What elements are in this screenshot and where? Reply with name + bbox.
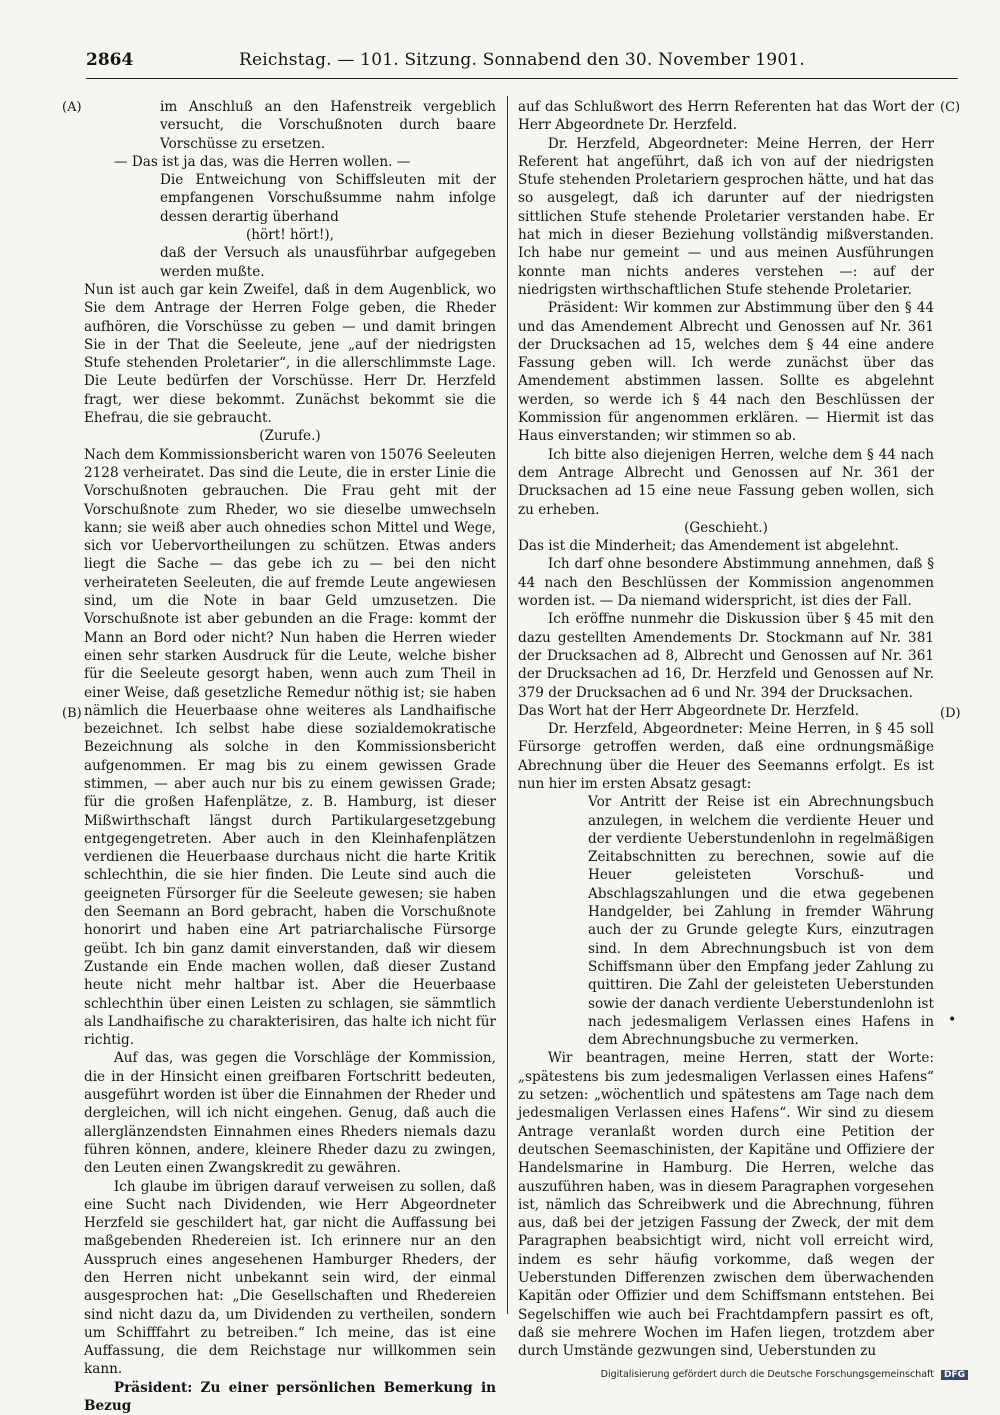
interjection: (hört! hört!), — [246, 227, 334, 244]
speaker-paragraph: Dr. Herzfeld, Abgeordneter: Meine Herren, der Herr Referent hat angeführt, daß ich von auf der niedrigsten Stufe stehenden Proletariern gesprochen hätte, und hat das so ausgelegt, daß ich darunter auf der niedrigsten sittlichen Stufe stehende Proletarier verstanden habe. Er hat mich in dieser Beziehung vollständig mißverstanden. Ich habe nur gemeint — und aus meinen Ausführungen konnte man nichts anderes verstehen —: auf der niedrigsten wirthschaftlichen Stufe stehende Proletarier. — [518, 135, 934, 298]
margin-mark-b: (B) — [62, 706, 82, 721]
running-head-title: Reichstag. — 101. Sitzung. Sonnabend den 30. November 1901. — [239, 50, 805, 70]
margin-mark-a: (A) — [62, 100, 82, 115]
paragraph: Ich eröffne nunmehr die Diskussion über § 45 mit den dazu gestellten Amendements Dr. Stockmann auf Nr. 381 der Drucksachen ad 8, Albrecht und Genossen auf Nr. 361 der Drucksachen ad 16, Dr. Herzfeld und Genossen auf Nr. 379 der Drucksachen ad 6 und Nr. 394 der Drucksachen. — [518, 611, 934, 701]
quote-paragraph: Die Entweichung von Schiffsleuten mit der empfangenen Vorschußsumme nahm infolge dessen derartig überhand — [160, 172, 496, 225]
footer — [601, 1369, 968, 1380]
paragraph: Auf das, was gegen die Vorschläge der Kommission, die in der Hinsicht einen greifbaren Fortschritt bedeuten, ausgeführt worden ist über die Einnahmen der Rheder und dergleichen, will ich nicht eingehen. Genug, daß auch die allerglänzendsten Einnahmen eines Rheders niemals dazu führen können, andere, kleinere Rheder dazu zu zwingen, den Leuten einen Zwangskredit zu gewähren. — [84, 1050, 496, 1177]
quote-paragraph: daß der Versuch als unausführbar aufgegeben werden mußte. — [160, 245, 496, 280]
paragraph: im Anschluß an den Hafenstreik vergeblich versucht, die Vorschußnoten durch baare Vorschüsse zu ersetzen. — [160, 99, 496, 152]
margin-bullet-mark: • — [948, 1012, 957, 1028]
quote-paragraph: Vor Antritt der Reise ist ein Abrechnungsbuch anzulegen, in welchem die verdiente Heuer und der verdiente Ueberstundenlohn in regelmäßigen Zeitabschnitten zu berechnen, sowie auf die Heuer geleisteten Vorschuß- und Abschlagszahlungen und die etwa gegebenen Handgelder, bei Zahlung in fremder Währung auch der zu Grunde gelegte Kurs, einzutragen sind. In dem Abrechnungsbuch ist von dem Schiffsmann über den Empfang jeder Zahlung zu quittiren. Die Zahl der geleisteten Ueberstunden sowie der danach verdiente Ueberstundenlohn ist nach jedesmaligem Verlassen eines Hafens in dem Abrechnungsbuche zu vermerken. — [588, 794, 934, 1049]
left-column — [84, 98, 496, 1415]
paragraph: Das Wort hat der Herr Abgeordnete Dr. Herzfeld. — [518, 702, 860, 719]
column-divider — [507, 96, 508, 1314]
margin-mark-c: (C) — [940, 100, 961, 115]
right-column — [518, 98, 934, 1360]
paragraph: Nach dem Kommissionsbericht waren von 15076 Seeleuten 2128 verheiratet. Das sind die Leute, die in erster Linie die Vorschußnoten gebrauchen. Die Frau geht mit der Vorschußnote zum Rheder, wo sie dieselbe umwechseln kann; sie weiß aber auch ohnedies schon Mittel und Wege, sich vor Uebervortheilungen zu schützen. Etwas anders liegt die Sache — das gebe ich zu — bei den nicht verheirateten Seeleuten, die auf fremde Leute angewiesen sind, um die Note in baar Geld umzusetzen. Die Vorschußnote ist aber gebunden an die Frage: kommt der Mann an Bord oder nicht? Nun haben die Herren wieder einen sehr starken Ausdruck für die Leute, welche bisher für die Seeleute gesorgt haben, wenn auch zum Theil in einer Weise, daß gesetzliche Remedur nöthig ist; sie haben nämlich die Heuerbaase ohne weiteres als Landhaifische bezeichnet. Ich selbst habe diese sozialdemokratische Bezeichnung als solche in den Kommissionsbericht aufgenommen. Er mag bis zu einem gewissen Grade stimmen, — aber auch nur bis zu einem gewissen Grade; für die großen Hafenplätze, z. B. Hamburg, ist dieser Mißwirthschaft längst durch Partikulargesetzgebung entgegengetreten. Aber auch in den Kleinhafenplätzen verdienen die Heuerbaase durchaus nicht die harte Kritik schlechthin, die sie hier finden. Die Leute sind auch die geeigneten Fürsorger für die Seeleute gewesen; sie haben den Seemann an Bord gebracht, haben die Vorschußnote honorirt und haben eine Art patriarchalische Fürsorge geübt. Ich bin ganz damit einverstanden, daß wir diesem Zustande ein Ende machen wollen, daß dieser Zustand heute nicht mehr haltbar ist. Aber die Heuerbaase schlechthin über einen Leisten zu schlagen, sie sämmtlich als Landhaifische zu charakterisiren, das halte ich nicht für richtig. — [84, 446, 496, 1049]
paragraph: Ich bitte also diejenigen Herren, welche dem § 44 nach dem Antrage Albrecht und Genossen auf Nr. 361 der Drucksachen ad 15 eine neue Fassung geben wollen, sich zu erheben. — [518, 446, 934, 518]
page-number: 2864 — [86, 50, 134, 70]
margin-mark-d: (D) — [940, 706, 961, 721]
paragraph: Ich darf ohne besondere Abstimmung annehmen, daß § 44 nach den Beschlüssen der Kommission angenommen worden ist. — Da niemand widerspricht, ist dies der Fall. — [518, 556, 934, 610]
speaker-paragraph: Präsident: Wir kommen zur Abstimmung über den § 44 und das Amendement Albrecht und Genossen auf Nr. 361 der Drucksachen ad 15, welches dem § 44 eine andere Fassung geben will. Ich werde zunächst über das Amendement abstimmen lassen. Sollte es abgelehnt werden, so werde ich § 44 nach den Beschlüssen der Kommission für angenommen erklären. — Hiermit ist das Haus einverstanden; wir stimmen so ab. — [518, 300, 934, 445]
running-header — [86, 50, 958, 79]
paragraph: Wir beantragen, meine Herren, statt der Worte: „spätestens bis zum jedesmaligen Verlassen eines Hafens“ zu setzen: „wöchentlich und spätestens am Tage nach dem jedesmaligen Verlassen eines Hafens“. Wir sind zu diesem Antrage veranlaßt worden durch eine Petition der deutschen Seemaschinisten, der Kapitäne und Offiziere der Handelsmarine in Hamburg. Die Herren, welche das auszuführen haben, was in diesem Paragraphen vorgesehen ist, nämlich das Schreibwerk und die Abrechnung, führen aus, daß bei der jetzigen Fassung der Zweck, der mit dem Paragraphen beabsichtigt wird, nicht voll erreicht wird, indem es sehr häufig vorkomme, daß wegen der Ueberstunden Differenzen zwischen dem überwachenden Kapitän oder Offizier und dem Schiffsmann entstehen. Bei Segelschiffen wie auch bei Frachtdampfern passirt es oft, daß sie mehrere Wochen im Hafen liegen, trotzdem aber durch Umstände gezwungen sind, Ueberstunden zu — [518, 1050, 934, 1360]
interjection: (Zurufe.) — [259, 428, 321, 445]
interjection: (Geschieht.) — [684, 519, 768, 536]
speaker-paragraph: Präsident: Zu einer persönlichen Bemerkung in Bezug — [84, 1379, 496, 1415]
paragraph: Ich glaube im übrigen darauf verweisen zu sollen, daß eine Sucht nach Dividenden, wie Herr Abgeordneter Herzfeld sie geschildert hat, gar nicht die Auffassung bei maßgebenden Rhedereien ist. Ich erinnere nur an den Ausspruch eines angesehenen Hamburger Rheders, der den Herren nicht unbekannt sein wird, der einmal ausgesprochen hat: „Die Gesellschaften und Rhedereien sind nicht dazu da, um Dividenden zu vertheilen, sondern um Schifffahrt zu betreiben.“ Ich meine, das ist eine Auffassung, die dem Reichstage nur willkommen sein kann. — [84, 1178, 496, 1378]
paragraph: — Das ist ja das, was die Herren wollen. — — [113, 153, 411, 170]
dfg-logo: DFG — [941, 1370, 968, 1380]
paragraph: Nun ist auch gar kein Zweifel, daß in dem Augenblick, wo Sie dem Antrage der Herren Folge geben, die Rheder aufhören, die Vorschüsse zu geben — und damit bringen Sie in der That die Seeleute, jene „auf der niedrigsten Stufe stehenden Proletarier“, in die allerschlimmste Lage. Die Leute bedürfen der Vorschüsse. Herr Dr. Herzfeld fragt, wer diese bekommt. Zunächst bekommt sie die Ehefrau, die sie gebraucht. — [84, 281, 496, 427]
footer-text: Digitalisierung gefördert durch die Deutsche Forschungsgemeinschaft — [600, 1369, 934, 1380]
paragraph: auf das Schlußwort des Herrn Referenten hat das Wort der Herr Abgeordnete Dr. Herzfeld. — [518, 99, 934, 134]
paragraph: Das ist die Minderheit; das Amendement ist abgelehnt. — [518, 538, 899, 555]
speaker-paragraph: Dr. Herzfeld, Abgeordneter: Meine Herren, in § 45 soll Fürsorge getroffen werden, daß eine ordnungsmäßige Abrechnung über die Heuer des Seemanns erfolgt. Es ist nun hier im ersten Absatz gesagt: — [518, 721, 934, 792]
